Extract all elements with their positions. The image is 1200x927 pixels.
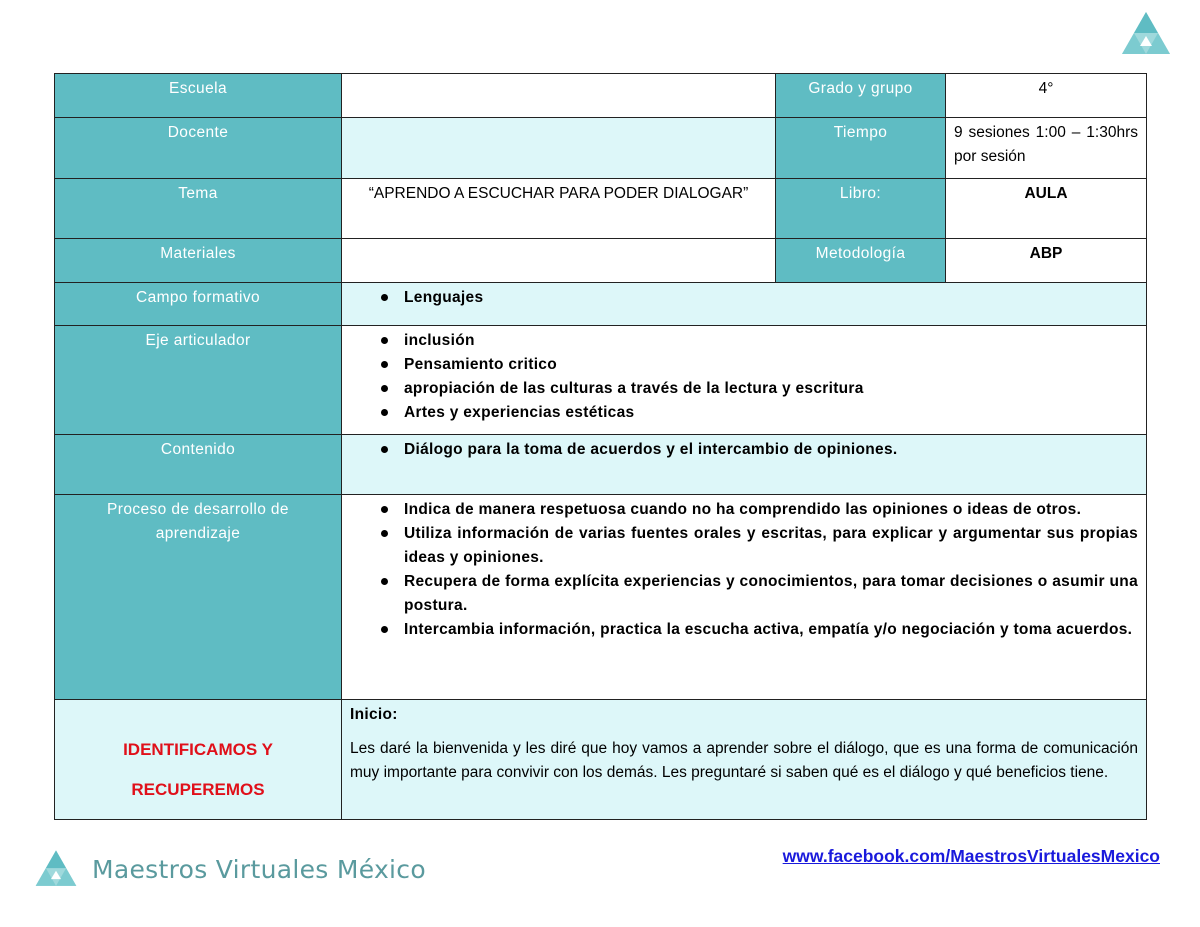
row-contenido bbox=[55, 435, 1147, 495]
brand-logo-icon bbox=[34, 848, 78, 890]
proceso-item-text: Utiliza información de varias fuentes orales y escritas, para explicar y argumentar sus propias ideas y opiniones. bbox=[404, 525, 1138, 566]
proceso-label: Proceso de desarrollo de aprendizaje bbox=[55, 495, 342, 700]
materiales-label: Materiales bbox=[55, 239, 342, 283]
libro-value[interactable]: AULA bbox=[946, 179, 1147, 239]
bullet-dot-icon bbox=[381, 506, 388, 513]
eje-item bbox=[350, 329, 1138, 353]
proceso-item bbox=[350, 570, 1138, 618]
eje-item-text: Pensamiento critico bbox=[404, 356, 557, 373]
fase-title-line2: RECUPEREMOS bbox=[131, 779, 265, 799]
proceso-item-text: Intercambia información, practica la escucha activa, empatía y/o negociación y toma acuerdos. bbox=[404, 621, 1133, 638]
bullet-dot-icon bbox=[381, 530, 388, 537]
campo-label: Campo formativo bbox=[55, 283, 342, 326]
escuela-label: Escuela bbox=[55, 74, 342, 118]
docente-label: Docente bbox=[55, 118, 342, 179]
tema-value[interactable]: “APRENDO A ESCUCHAR PARA PODER DIALOGAR” bbox=[342, 179, 776, 239]
metodologia-value[interactable]: ABP bbox=[946, 239, 1147, 283]
eje-label: Eje articulador bbox=[55, 326, 342, 435]
eje-item-text: Artes y experiencias estéticas bbox=[404, 404, 635, 421]
libro-label: Libro: bbox=[776, 179, 946, 239]
row-materiales bbox=[55, 239, 1147, 283]
tiempo-label: Tiempo bbox=[776, 118, 946, 179]
eje-item-text: apropiación de las culturas a través de la lectura y escritura bbox=[404, 380, 864, 397]
row-inicio bbox=[55, 700, 1147, 820]
proceso-item bbox=[350, 618, 1138, 642]
proceso-item bbox=[350, 522, 1138, 570]
proceso-item-text: Recupera de forma explícita experiencias y conocimientos, para tomar decisiones o asumir una postura. bbox=[404, 573, 1138, 614]
fase-cell bbox=[55, 700, 342, 820]
campo-item-text: Lenguajes bbox=[404, 289, 484, 306]
eje-item bbox=[350, 401, 1138, 425]
footer-brand bbox=[34, 848, 426, 890]
bullet-dot-icon bbox=[381, 446, 388, 453]
proceso-value bbox=[342, 495, 1147, 700]
bullet-dot-icon bbox=[381, 626, 388, 633]
grado-label: Grado y grupo bbox=[776, 74, 946, 118]
row-eje bbox=[55, 326, 1147, 435]
row-escuela bbox=[55, 74, 1147, 118]
eje-value bbox=[342, 326, 1147, 435]
row-campo bbox=[55, 283, 1147, 326]
eje-item-text: inclusión bbox=[404, 332, 475, 349]
tiempo-value[interactable]: 9 sesiones 1:00 – 1:30hrs por sesión bbox=[946, 118, 1147, 179]
eje-item bbox=[350, 377, 1138, 401]
inicio-label: Inicio: bbox=[350, 706, 398, 723]
row-tema bbox=[55, 179, 1147, 239]
brand-name: Maestros Virtuales México bbox=[92, 854, 426, 884]
row-docente bbox=[55, 118, 1147, 179]
escuela-value[interactable] bbox=[342, 74, 776, 118]
fase-title-line1: IDENTIFICAMOS Y bbox=[123, 739, 273, 759]
contenido-item bbox=[350, 438, 1138, 462]
campo-value bbox=[342, 283, 1147, 326]
facebook-link[interactable]: www.facebook.com/MaestrosVirtualesMexico bbox=[782, 846, 1160, 866]
materiales-value[interactable] bbox=[342, 239, 776, 283]
campo-item bbox=[350, 286, 1138, 310]
eje-item bbox=[350, 353, 1138, 377]
bullet-dot-icon bbox=[381, 578, 388, 585]
inicio-cell bbox=[342, 700, 1147, 820]
bullet-dot-icon bbox=[381, 385, 388, 392]
docente-value[interactable] bbox=[342, 118, 776, 179]
lesson-plan-table bbox=[54, 73, 1147, 820]
bullet-dot-icon bbox=[381, 337, 388, 344]
bullet-dot-icon bbox=[381, 409, 388, 416]
proceso-item-text: Indica de manera respetuosa cuando no ha comprendido las opiniones o ideas de otros. bbox=[404, 501, 1082, 518]
proceso-item bbox=[350, 498, 1138, 522]
row-proceso bbox=[55, 495, 1147, 700]
bullet-dot-icon bbox=[381, 294, 388, 301]
metodologia-label: Metodología bbox=[776, 239, 946, 283]
bullet-dot-icon bbox=[381, 361, 388, 368]
inicio-text: Les daré la bienvenida y les diré que hoy vamos a aprender sobre el diálogo, que es una forma de comunicación muy importante para convivir con los demás. Les preguntaré si saben qué es el diálogo y qué beneficios tiene. bbox=[350, 740, 1138, 781]
grado-value[interactable]: 4° bbox=[946, 74, 1147, 118]
tema-label: Tema bbox=[55, 179, 342, 239]
contenido-item-text: Diálogo para la toma de acuerdos y el intercambio de opiniones. bbox=[404, 441, 898, 458]
contenido-value bbox=[342, 435, 1147, 495]
brand-logo-icon bbox=[1120, 10, 1172, 58]
contenido-label: Contenido bbox=[55, 435, 342, 495]
